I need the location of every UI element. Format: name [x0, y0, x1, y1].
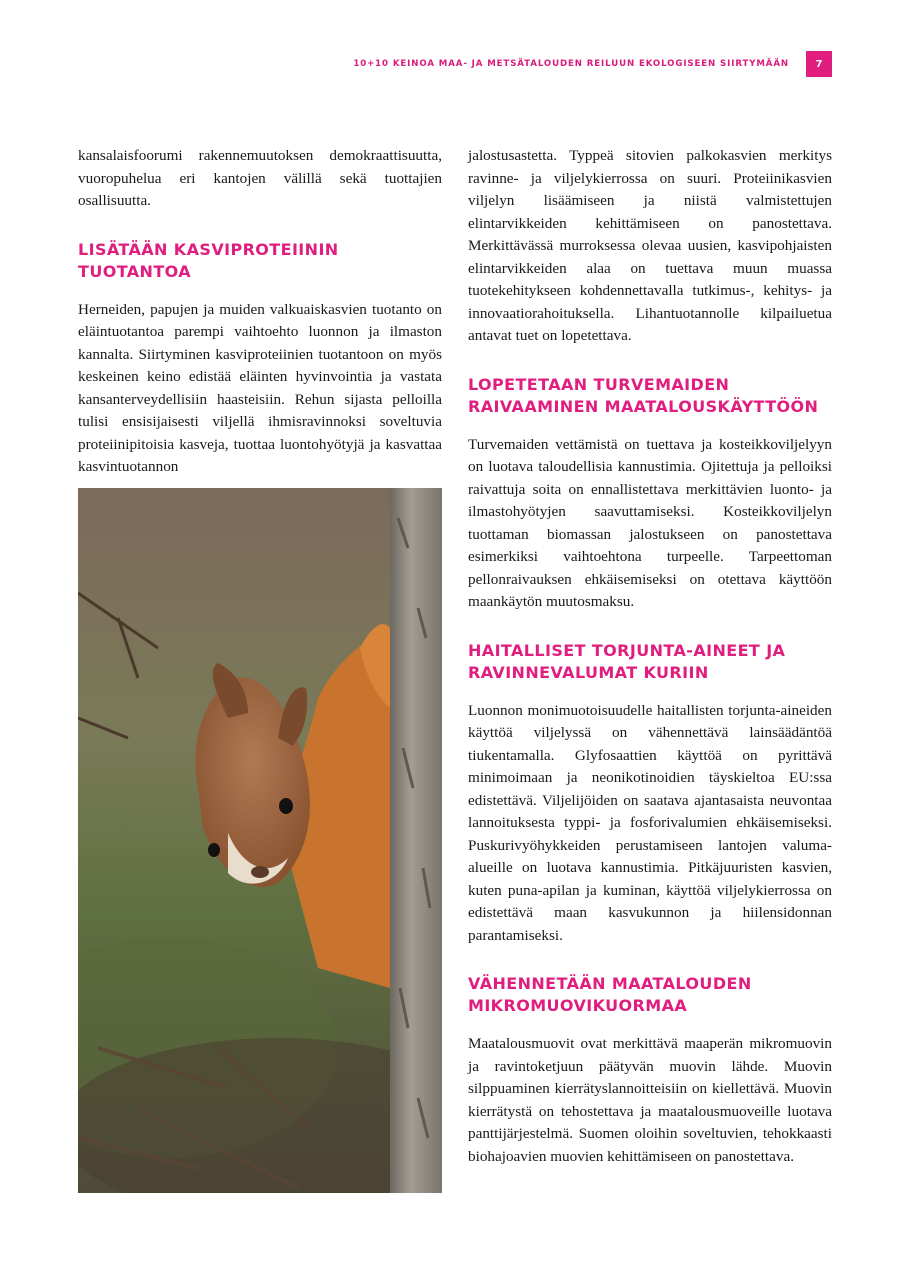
section-heading-plant-protein: LISÄTÄÄN KASVIPROTEIININ TUOTANTOA	[78, 239, 339, 281]
section-heading-pesticides: HAITALLISET TORJUNTA-AINEET JA RAVINNEVALUMAT KURIIN	[468, 640, 786, 682]
left-column	[78, 145, 442, 479]
section-heading-microplastics: VÄHENNETÄÄN MAATALOUDEN MIKROMUOVIKUORMAA	[468, 974, 752, 1015]
section-body-pesticides: Luonnon monimuotoisuudelle haitallisten torjunta-aineiden käyttöä viljelyssä on vähennettävä lainsäädäntöä tiukentamalla. Glyfosaattien käyttöä on pyrittävä minimoimaan ja neonikotinoidien täyskieltoa EU:ssa edistettävä. Viljelijöiden on saatava ajantasaista neuvontaa lannoituksesta typpi- ja fosforivalumien ehkäisemiseksi. Puskurivyöhykkeiden perustamiseen lantojen valuma-alueille on luotava kannustimia. Pitkäjuuristen kasvien, kuten puna-apilan ja kuminan, käyttöä viljelykierrossa on edistettävä maan kasvukunnon ja hiilensidonnan parantamiseksi.	[468, 701, 832, 944]
running-title: 10+10 KEINOA MAA- JA METSÄTALOUDEN REILUUN EKOLOGISEEN SIIRTYMÄÄN	[353, 59, 789, 69]
squirrel-photo	[78, 488, 442, 1193]
continued-paragraph: jalostusastetta. Typpeä sitovien palkokasvien merkitys ravinne- ja viljelykierrossa on suuri. Proteiinikasvien viljelyn lisäämiseen ja niistä valmistettujen elintarvikkeiden kehittämiseen on panostettava. Merkittävässä murroksessa olevaa uusien, kasvipohjaisten elintarvikkeiden alaa on tuettava muun muassa tuotekehitykseen kohdennettavalla tutkimus-, kehitys- ja innovaatiorahoituksella. Lihantuotannolle kilpailuetua antavat tuet on lopetettava.	[468, 147, 832, 344]
section-body-microplastics: Maatalousmuovit ovat merkittävä maaperän mikromuovin ja ravintoketjuun päätyvän muovin lähde. Muovin silppuaminen kierrätyslannoitteisiin on kiellettävä. Muovin kierrätystä on tehostettava ja maatalousmuoveille luotava panttijärjestelmä. Suomen oloihin soveltuvien, tehokkaasti biohajoavien muovien kehittämiseen on panostettava.	[468, 1035, 832, 1165]
section-body-plant-protein: Herneiden, papujen ja muiden valkuaiskasvien tuotanto on eläintuotantoa parempi vaihtoehto luonnon ja ilmaston kannalta. Siirtyminen kasviproteiinien tuotantoon on myös keskeinen keino edistää eläinten hyvinvointia ja vastata kansanterveydellisiin haasteisiin. Rehun sijasta pelloilla tulisi ensisijaisesti viljellä ihmisravinnoksi soveltuvia proteiinipitoisia kasveja, tuottaa luontohyötyjä ja kasvattaa kasvintuotannon	[78, 300, 442, 475]
intro-paragraph: kansalaisfoorumi rakennemuutoksen demokraattisuutta, vuoropuhelua eri kantojen välillä sekä tuottajien osallisuutta.	[78, 147, 442, 209]
right-column	[468, 145, 832, 1168]
section-heading-peatlands: LOPETETAAN TURVEMAIDEN RAIVAAMINEN MAATALOUSKÄYTTÖÖN	[468, 374, 819, 416]
section-body-peatlands: Turvemaiden vettämistä on tuettava ja kosteikkoviljelyyn on luotava taloudellisia kannustimia. Ojitettuja ja pelloiksi raivattuja soita on ennallistettava merkittävien luonto- ja ilmastohyötyjen saavuttamiseksi. Kosteikkoviljelyn tuottaman biomassan jalostukseen on panostettava esimerkiksi vaihtoehtona turpeelle. Tarpeettoman pellonraivauksen ehkäisemiseksi on otettava käyttöön maankäytön muutosmaksu.	[468, 435, 832, 610]
page-number: 7	[806, 51, 832, 77]
